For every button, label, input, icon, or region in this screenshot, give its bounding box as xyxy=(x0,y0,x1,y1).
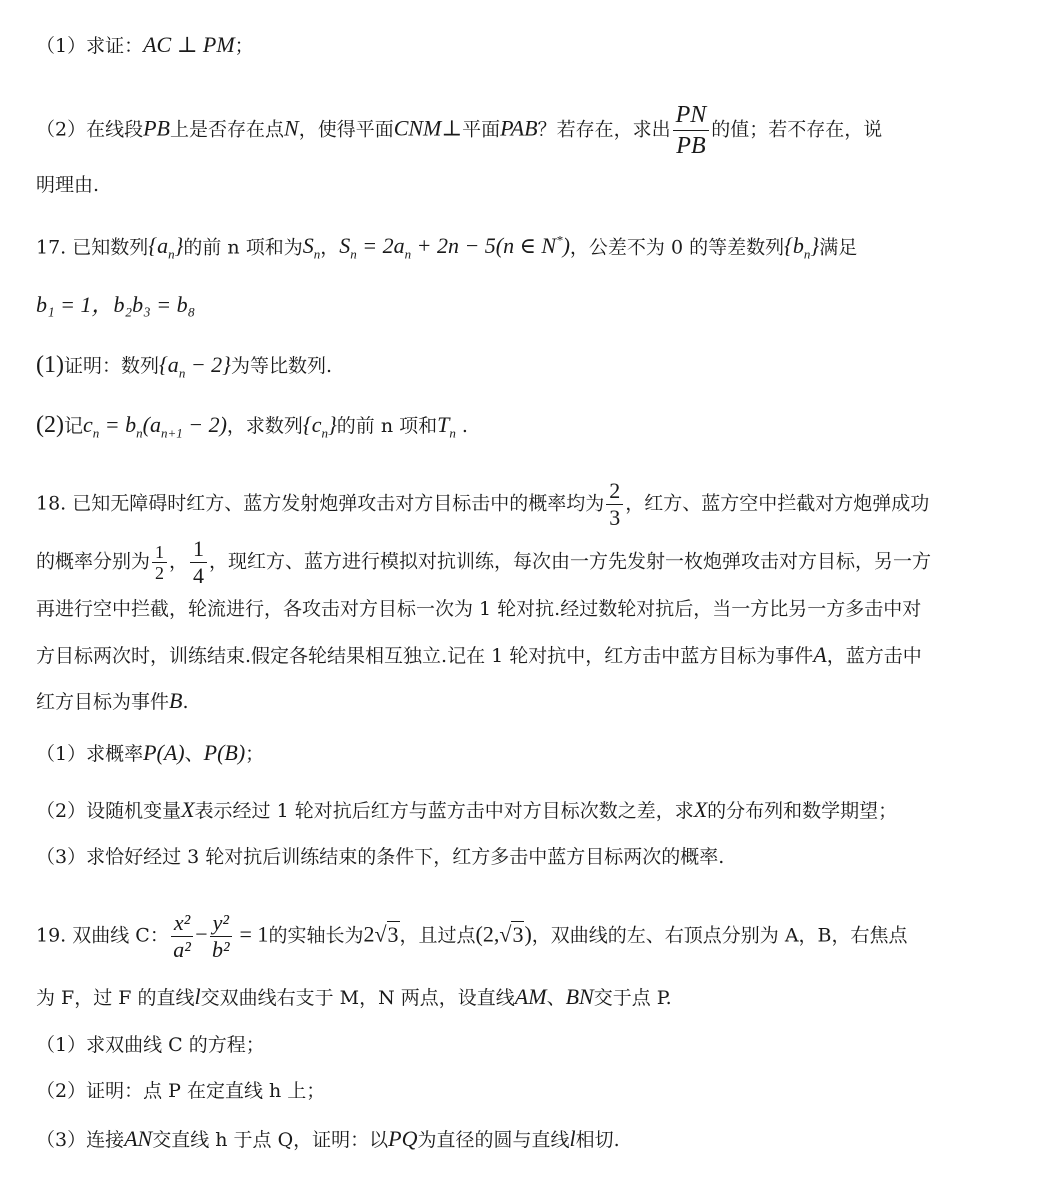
math: (n ∈ N xyxy=(495,233,557,259)
text: （3）连接 xyxy=(36,1129,125,1151)
segment-pq: PQ xyxy=(388,1126,418,1151)
line-an: AN xyxy=(124,1126,153,1151)
text: （2）在线段 xyxy=(36,118,144,141)
q19-stem-line1 xyxy=(36,910,908,963)
math: (a xyxy=(142,412,161,437)
minus-sign: − xyxy=(195,921,208,947)
punctuation: ； xyxy=(245,743,265,765)
var-x: X xyxy=(181,797,195,822)
text: 为等比数列. xyxy=(230,355,333,377)
numerator: 1 xyxy=(190,536,207,563)
numerator: y² xyxy=(210,910,232,937)
seq-an-minus-2 xyxy=(159,352,231,381)
text: 为 F，过 F 的直线 xyxy=(36,987,195,1009)
radicand: 3 xyxy=(387,921,399,947)
punctuation: . xyxy=(455,415,468,437)
part-label: (1) xyxy=(36,352,64,378)
q18-part1 xyxy=(36,738,264,769)
denominator: a² xyxy=(173,937,191,962)
text: 方目标两次时，训练结束.假定各轮结果相互独立.记在 1 轮对抗中，红方击中蓝方目标为事件 xyxy=(36,645,814,667)
text: 的前 n 项和 xyxy=(336,415,438,437)
var-x: X xyxy=(693,797,708,822)
text: 红方目标为事件 xyxy=(36,691,170,713)
q18-stem-line2 xyxy=(36,536,931,589)
text: 的实轴长为 xyxy=(268,924,364,947)
math: {a xyxy=(148,233,169,259)
math-pab: PAB xyxy=(500,115,538,141)
text: 的前 n 项和为 xyxy=(183,236,303,259)
event-b: B xyxy=(169,688,183,713)
punctuation: . xyxy=(182,691,189,713)
q19-part2: （2）证明：点 P 在定直线 h 上； xyxy=(36,1080,326,1102)
numerator: 2 xyxy=(606,478,623,505)
line-am: AM xyxy=(514,984,547,1009)
line-l: l xyxy=(194,984,201,1009)
math-n: N xyxy=(284,115,299,141)
text: ，现红方、蓝方进行模拟对抗训练，每次由一方先发射一枚炮弹攻击对方目标，另一方 xyxy=(209,550,932,573)
text: 满足 xyxy=(819,236,858,259)
math: c xyxy=(83,412,93,437)
equation-sn xyxy=(339,233,570,262)
math-cnm: CNM xyxy=(393,115,442,141)
math: − 2} xyxy=(185,352,231,377)
subscript: n+1 xyxy=(160,425,183,441)
punctuation: ， xyxy=(320,236,340,259)
math-pb: PB xyxy=(143,115,170,141)
q16-part1 xyxy=(36,30,254,61)
denominator: b² xyxy=(212,937,230,962)
punctuation: 、 xyxy=(546,987,566,1009)
seq-an xyxy=(148,233,184,262)
part-label: (2) xyxy=(36,412,64,438)
q17-part2 xyxy=(36,410,468,448)
part-label: （1）求证： xyxy=(36,35,144,57)
math: } xyxy=(174,233,184,259)
text: ，使得平面 xyxy=(298,118,394,141)
length-2sqrt3: 2√3 xyxy=(363,921,399,947)
sum-tn xyxy=(437,412,456,441)
text: ，红方、蓝方空中拦截对方炮弹成功 xyxy=(625,492,930,515)
math: ) xyxy=(524,921,532,947)
math: = b xyxy=(99,412,137,437)
text: 的值；若不存在，说 xyxy=(711,118,883,141)
punctuation: ， xyxy=(169,550,189,573)
prob-a: P(A) xyxy=(143,740,185,765)
q18-part3: （3）求恰好经过 3 轮对抗后训练结束的条件下，红方多击中蓝方目标两次的概率. xyxy=(36,846,725,868)
text: 的分布列和数学期望； xyxy=(707,800,898,822)
superscript: * xyxy=(556,233,563,248)
q18-stem-line1 xyxy=(36,478,929,531)
text: 表示经过 1 轮对抗后红方与蓝方击中对方目标次数之差，求 xyxy=(194,800,694,822)
math: S xyxy=(302,233,314,259)
q17-part1 xyxy=(36,350,332,388)
numerator: x² xyxy=(171,910,193,937)
prob-b: P(B) xyxy=(203,740,246,765)
math: } xyxy=(810,233,820,259)
text: ？若存在，求出 xyxy=(537,118,671,141)
math: = 2a xyxy=(356,233,405,259)
subscript: n xyxy=(350,246,357,262)
math-expression: AC ⊥ PM xyxy=(143,32,235,57)
text: 记 xyxy=(63,415,83,437)
q16-part2 xyxy=(36,100,882,161)
math: {b xyxy=(784,233,804,259)
subscript: n xyxy=(449,425,456,441)
line-bn: BN xyxy=(565,984,594,1009)
q18-stem-line4 xyxy=(36,640,922,671)
fraction-x2-a2 xyxy=(171,910,193,963)
q18-stem-line3: 再进行空中拦截，轮流进行，各攻击对方目标一次为 1 轮对抗.经过数轮对抗后，当一方比另一方多击中对 xyxy=(36,598,922,620)
math: (2, xyxy=(475,921,500,947)
perp-symbol: ⊥ xyxy=(441,115,463,141)
q16-part2-cont: 明理由. xyxy=(36,174,100,196)
text: （2）设随机变量 xyxy=(36,800,182,822)
line-l: l xyxy=(569,1126,576,1151)
math: T xyxy=(437,412,450,437)
punctuation: ； xyxy=(234,35,254,57)
text: 交双曲线右支于 M，N 两点，设直线 xyxy=(200,987,515,1009)
q17-conditions: b₁ = 1，b₂b₃ = b₈ xyxy=(36,292,196,317)
subscript: n xyxy=(404,246,412,262)
text: 交直线 h 于点 Q，证明：以 xyxy=(152,1129,389,1151)
seq-cn xyxy=(302,412,337,441)
subscript: n xyxy=(313,246,321,262)
q19-part3 xyxy=(36,1124,620,1155)
q17-stem xyxy=(36,226,857,270)
text: 上是否存在点 xyxy=(169,118,284,141)
numerator: 1 xyxy=(152,542,167,563)
text: 交于点 P. xyxy=(593,987,672,1009)
math: − 2) xyxy=(182,412,227,437)
text: 为直径的圆与直线 xyxy=(417,1129,570,1151)
fraction-one-quarter xyxy=(190,536,207,589)
math: 2 xyxy=(363,921,375,947)
denominator: 3 xyxy=(609,505,621,530)
text: 相切. xyxy=(575,1129,620,1151)
text: ，蓝方击中 xyxy=(826,645,922,667)
subscript: n xyxy=(92,425,100,441)
math: + 2n − 5 xyxy=(411,233,496,259)
denominator: 4 xyxy=(193,563,205,588)
q18-stem-line5 xyxy=(36,686,189,717)
subscript: n xyxy=(136,425,143,441)
question-number: 17. 已知数列 xyxy=(36,236,149,259)
q19-part1: （1）求双曲线 C 的方程； xyxy=(36,1034,265,1056)
event-a: A xyxy=(813,642,827,667)
point-2-sqrt3: (2,√3) xyxy=(475,921,532,947)
denominator: 2 xyxy=(155,563,165,583)
text: 证明：数列 xyxy=(63,355,159,377)
math: } xyxy=(327,412,337,437)
text: 19. 双曲线 C： xyxy=(36,924,169,947)
math: S xyxy=(339,233,351,259)
math: {a xyxy=(159,352,179,377)
fraction-y2-b2 xyxy=(210,910,232,963)
subscript: n xyxy=(321,425,328,441)
math: {c xyxy=(302,412,322,437)
q19-stem-line2 xyxy=(36,982,672,1013)
text: （1）求概率 xyxy=(36,743,144,765)
subscript: n xyxy=(803,246,811,262)
radicand: 3 xyxy=(512,921,524,947)
fraction-pn-pb xyxy=(673,100,710,161)
text: ，双曲线的左、右顶点分别为 A，B，右焦点 xyxy=(531,924,908,947)
fraction-two-thirds xyxy=(606,478,623,531)
q18-part2 xyxy=(36,795,897,826)
math: ) xyxy=(562,233,570,259)
denominator: PB xyxy=(676,133,706,159)
text: 的概率分别为 xyxy=(36,550,151,573)
text: 18. 已知无障碍时红方、蓝方发射炮弹攻击对方目标击中的概率均为 xyxy=(36,492,605,515)
text: ，且过点 xyxy=(399,924,476,947)
text: ，求数列 xyxy=(226,415,303,437)
subscript: n xyxy=(168,246,175,262)
seq-bn xyxy=(784,233,820,262)
numerator: PN xyxy=(673,100,710,131)
sum-sn xyxy=(302,233,321,262)
cn-definition xyxy=(83,412,227,441)
text: 平面 xyxy=(462,118,501,141)
fraction-one-half xyxy=(152,542,167,583)
text: ，公差不为 0 的等差数列 xyxy=(569,236,785,259)
subscript: n xyxy=(178,365,186,381)
punctuation: 、 xyxy=(184,743,204,765)
math: = 1 xyxy=(234,921,269,947)
